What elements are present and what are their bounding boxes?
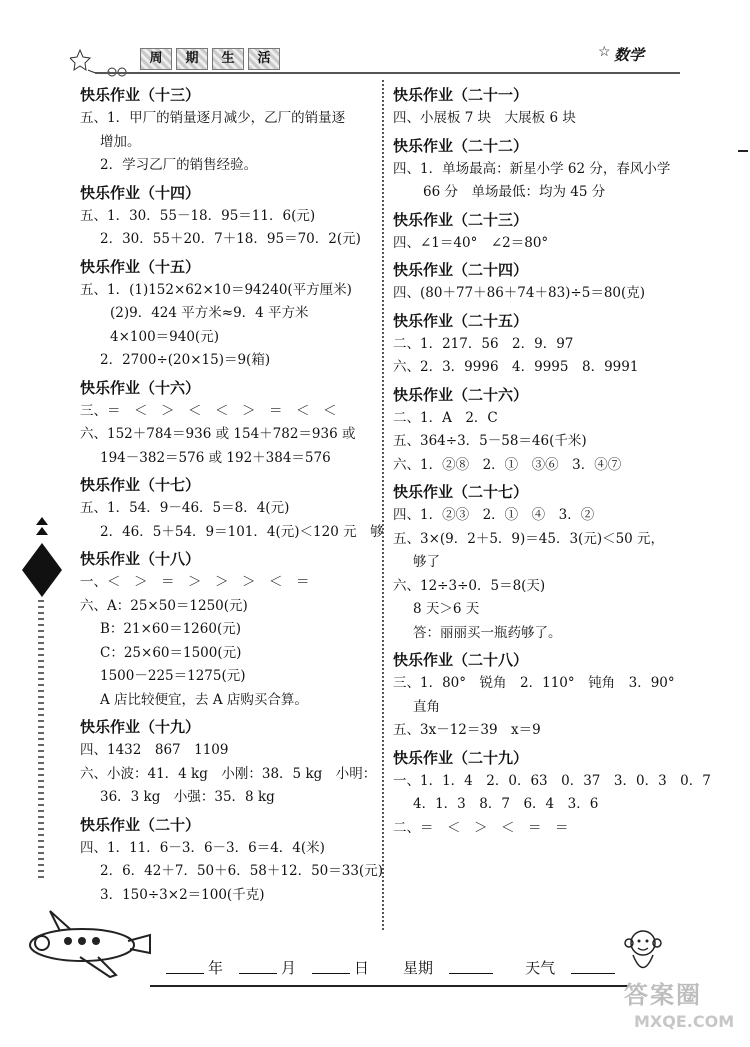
answer-line: 三、＝ ＜ ＞ ＜ ＜ ＞ ＝ ＜ ＜ xyxy=(80,402,337,419)
answer-line: 六、小波：41．4 kg 小刚：38．5 kg 小明： xyxy=(80,765,377,782)
section-title: 快乐作业（十三） xyxy=(80,86,201,104)
answer-line: 够了 xyxy=(413,554,440,570)
answer-line: 8 天＞6 天 xyxy=(413,601,480,617)
answer-line: 194－382＝576 或 192＋384＝576 xyxy=(100,449,331,466)
answer-line: 五、364÷3．5－58＝46(千米) xyxy=(393,433,587,449)
day-label: 日 xyxy=(354,959,370,977)
homework-section xyxy=(80,715,377,810)
section-title: 快乐作业（二十六） xyxy=(393,385,529,404)
answer-line: 2．46．5＋54．9＝101．4(元)＜120 元 够 xyxy=(100,523,384,540)
answer-line: 3．150÷3×2＝100(千克) xyxy=(100,886,265,903)
answer-line: 二、＝ ＜ ＞ ＜ ＝ ＝ xyxy=(393,819,569,836)
day-blank[interactable] xyxy=(312,973,350,974)
monkey-mascot-icon xyxy=(618,925,668,980)
answer-line: 六、12÷3÷0．5＝8(天) xyxy=(393,577,546,594)
answer-line: 一、＜ ＞ ＝ ＞ ＞ ＞ ＜ ＝ xyxy=(80,574,310,590)
diamond-decoration-icon xyxy=(20,515,65,605)
answer-line: 五、3×(9．2＋5．9)＝45．3(元)＜50 元， xyxy=(393,530,665,547)
section-title: 快乐作业（十六） xyxy=(80,378,201,397)
answer-line: 二、1．A 2．C xyxy=(393,409,498,426)
year-blank[interactable] xyxy=(166,973,204,974)
homework-section xyxy=(393,383,693,478)
weather-blank[interactable] xyxy=(571,973,615,974)
homework-section xyxy=(393,480,693,645)
answer-line: 2．2700÷(20×15)＝9(箱) xyxy=(100,352,271,368)
homework-section xyxy=(80,181,370,252)
answer-line: 五、1．30．55－18．95＝11．6(元) xyxy=(80,207,316,224)
homework-section xyxy=(393,648,693,743)
section-title: 快乐作业（二十二） xyxy=(393,136,529,155)
section-title: 快乐作业（二十） xyxy=(80,815,201,834)
month-label: 月 xyxy=(281,959,297,977)
answer-line: (2)9．424 平方米≈9．4 平方米 xyxy=(110,305,309,321)
header-banner xyxy=(140,48,280,70)
answer-line: 1500－225＝1275(元) xyxy=(100,668,246,684)
answer-line: 四、1．②③ 2．① ④ 3．② xyxy=(393,507,595,523)
banner-char: 期 xyxy=(176,48,208,70)
answer-line: 直角 xyxy=(413,698,440,715)
answer-line: 36．3 kg 小强：35．8 kg xyxy=(100,789,275,805)
answer-line: 四、(80＋77＋86＋74＋83)÷5＝80(克) xyxy=(393,285,646,301)
answer-line: 二、1．217．56 2．9．97 xyxy=(393,335,574,352)
year-label: 年 xyxy=(208,959,224,977)
weekday-label: 星期 xyxy=(403,959,434,977)
homework-section xyxy=(80,83,370,178)
answer-line: 五、1．甲厂的销量逐月减少，乙厂的销量逐 xyxy=(80,110,346,126)
answer-line: 四、小展板 7 块 大展板 6 块 xyxy=(393,110,576,126)
answer-line: 五、1．(1)152×62×10＝94240(平方厘米) xyxy=(80,281,352,298)
banner-char: 生 xyxy=(212,48,244,70)
subject-label: 数学 xyxy=(614,46,645,64)
answer-line: 四、1432 867 1109 xyxy=(80,742,229,758)
homework-section xyxy=(80,813,383,908)
homework-section xyxy=(80,473,384,544)
answer-line: 4．1．3 8．7 6．4 3．6 xyxy=(413,796,599,812)
section-title: 快乐作业（二十一） xyxy=(393,86,529,104)
date-weather-footer xyxy=(160,952,630,978)
section-title: 快乐作业（十四） xyxy=(80,183,201,202)
answer-line: 五、3x－12＝39 x＝9 xyxy=(393,722,541,738)
star-icon: ☆ xyxy=(598,44,611,60)
section-title: 快乐作业（二十三） xyxy=(393,210,529,229)
dotted-border xyxy=(38,600,44,880)
homework-section xyxy=(393,134,693,205)
watermark-url: MXQE.COM xyxy=(634,1012,735,1031)
homework-section xyxy=(80,547,370,712)
answer-line: 五、1．54．9－46．5＝8．4(元) xyxy=(80,500,290,516)
airplane-icon xyxy=(20,905,160,985)
section-title: 快乐作业（二十八） xyxy=(393,651,529,669)
homework-section xyxy=(393,83,693,131)
answer-line: 四、∠1＝40° ∠2＝80° xyxy=(393,234,549,251)
section-title: 快乐作业（十八） xyxy=(80,550,201,568)
section-title: 快乐作业（十九） xyxy=(80,718,201,736)
section-title: 快乐作业（二十七） xyxy=(393,483,529,501)
answer-line: 六、A：25×50＝1250(元) xyxy=(80,597,248,614)
answer-line: 四、1．11．6－3．6－3．6＝4．4(米) xyxy=(80,839,325,856)
answer-line: 六、152＋784＝936 或 154＋782＝936 或 xyxy=(80,426,356,442)
header-rule xyxy=(95,72,680,74)
homework-section xyxy=(393,746,711,841)
answer-line: 2．30．55＋20．7＋18．95＝70．2(元) xyxy=(100,231,361,247)
banner-char: 活 xyxy=(248,48,280,70)
answer-line: 4×100＝940(元) xyxy=(110,328,219,345)
answer-line: 答：丽丽买一瓶药够了。 xyxy=(413,624,562,641)
homework-section xyxy=(393,258,693,306)
section-title: 快乐作业（十七） xyxy=(80,476,201,494)
answer-line: A 店比较便宜，去 A 店购买合算。 xyxy=(100,691,308,708)
weekday-blank[interactable] xyxy=(449,973,493,974)
answer-line: 2．6．42＋7．50＋6．58＋12．50＝33(元) xyxy=(100,863,383,879)
section-title: 快乐作业（二十九） xyxy=(393,748,529,767)
answer-line: 2．学习乙厂的销售经验。 xyxy=(100,157,258,173)
stars-decoration-icon xyxy=(70,40,130,80)
watermark-logo: 答案圈 xyxy=(624,981,702,1009)
margin-mark xyxy=(738,150,748,152)
answer-line: 六、1．②⑧ 2．① ③⑥ 3．④⑦ xyxy=(393,456,622,473)
homework-section xyxy=(393,309,693,380)
answer-line: 三、1．80° 锐角 2．110° 钝角 3．90° xyxy=(393,675,675,691)
banner-char: 周 xyxy=(140,48,172,70)
homework-section xyxy=(80,255,370,373)
answer-line: 增加。 xyxy=(100,133,141,150)
answer-line: 六、2．3．9996 4．9995 8．9991 xyxy=(393,359,639,375)
section-title: 快乐作业（十五） xyxy=(80,257,201,276)
section-title: 快乐作业（二十四） xyxy=(393,261,529,279)
answer-line: 四、1．单场最高：新星小学 62 分，春风小学 xyxy=(393,160,671,177)
month-blank[interactable] xyxy=(239,973,277,974)
left-column xyxy=(80,80,384,907)
weather-label: 天气 xyxy=(525,959,556,977)
footer-rule xyxy=(150,985,630,987)
section-title: 快乐作业（二十五） xyxy=(393,311,529,330)
answer-line: C：25×60＝1500(元) xyxy=(100,644,242,661)
answer-line: B：21×60＝1260(元) xyxy=(100,621,241,637)
column-divider xyxy=(382,80,384,930)
right-column xyxy=(393,80,711,840)
answer-line: 一、1．1．4 2．0．63 0．37 3．0．3 0．7 xyxy=(393,772,711,789)
homework-section xyxy=(80,376,370,471)
answer-line: 66 分 单场最低：均为 45 分 xyxy=(423,184,606,200)
homework-section xyxy=(393,208,693,256)
